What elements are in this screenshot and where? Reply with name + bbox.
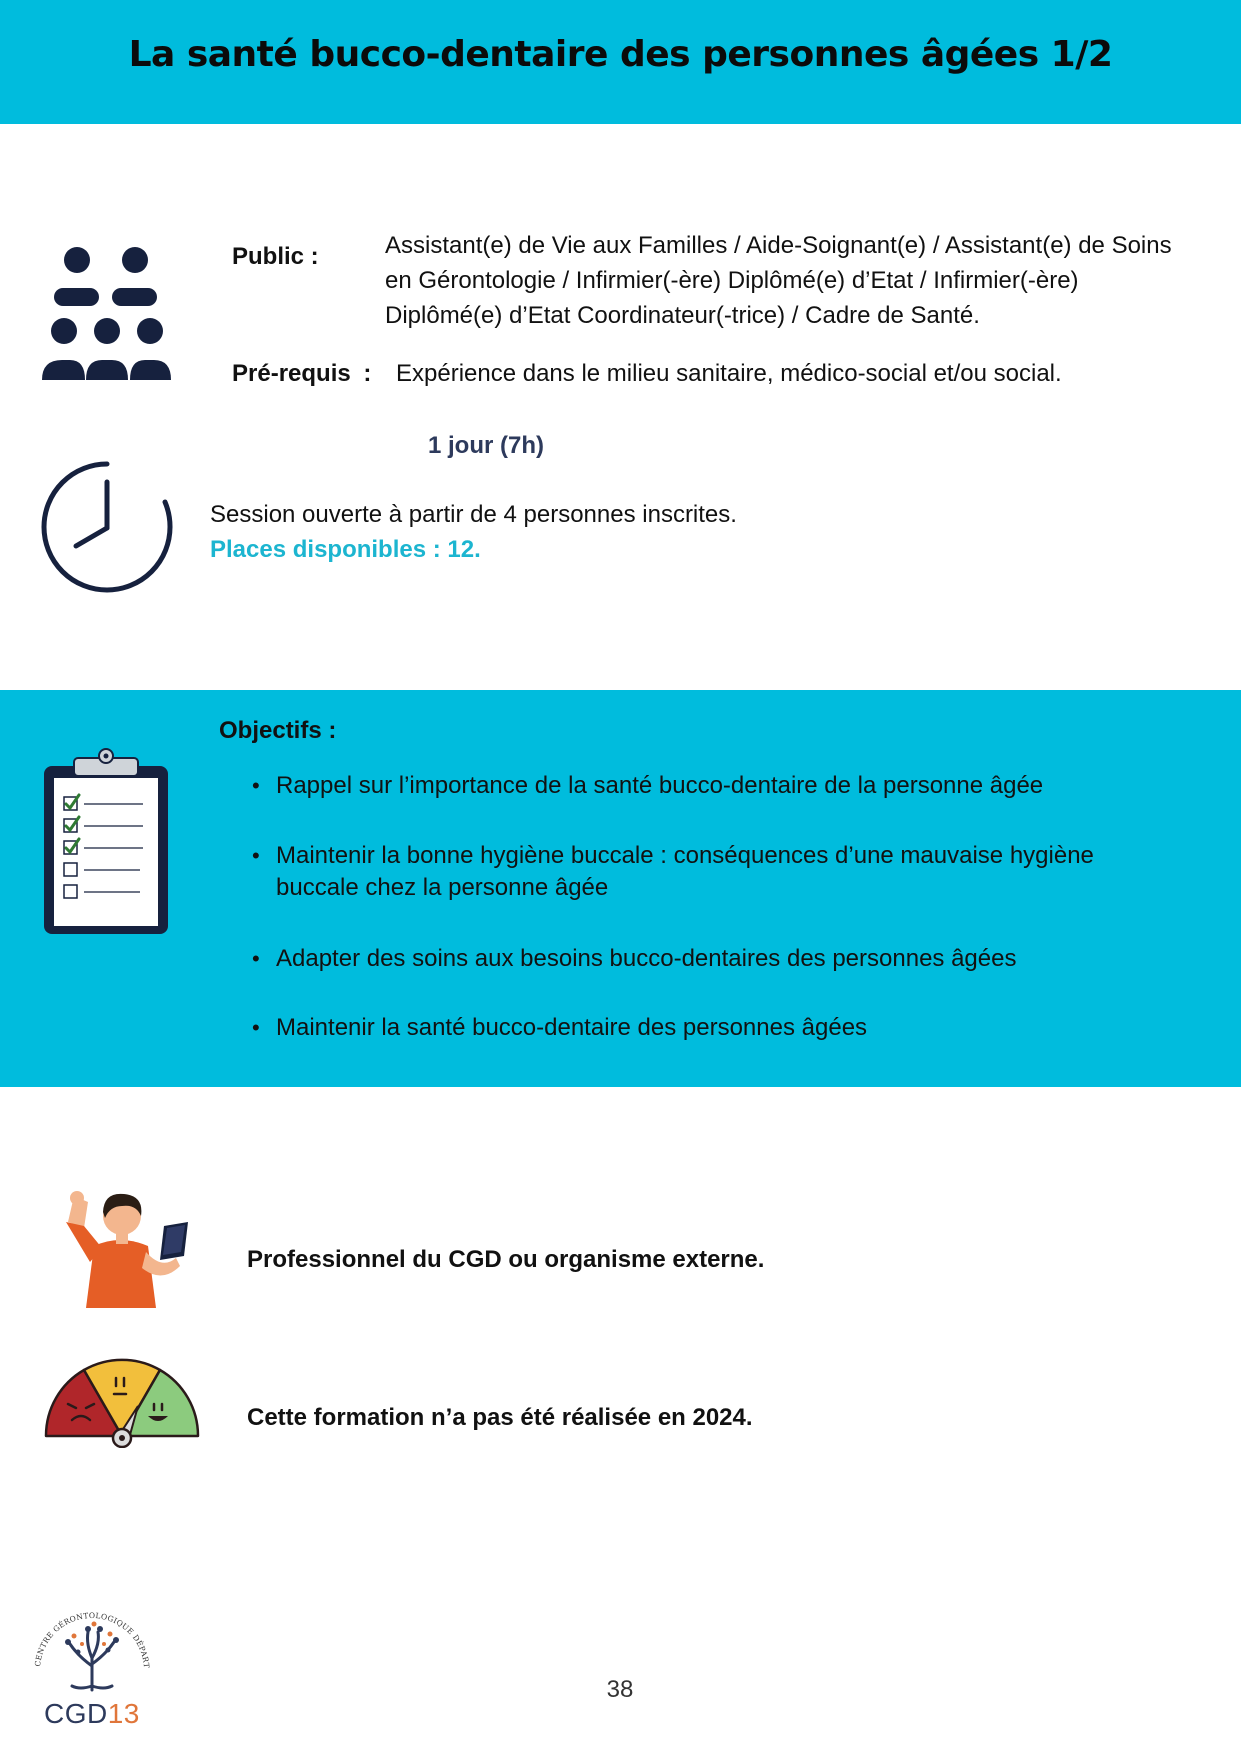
list-item: • Adapter des soins aux besoins bucco-dentaires des personnes âgées [252,943,1096,975]
list-item: • Maintenir la santé bucco-dentaire des personnes âgées [252,1012,1096,1044]
clipboard-checklist-icon [40,748,172,936]
public-label: Public : [232,243,319,270]
public-text: Assistant(e) de Vie aux Familles / Aide-Soignant(e) / Assistant(e) de Soins en Gérontologie / Infirmier(-ère) Diplômé(e) d’Etat / Infirmier(-ère) Diplômé(e) d’Etat Coordinateur(-trice) / Cadre de Santé. [385,232,1172,329]
satisfaction-gauge-icon [42,1354,202,1448]
places-text: Places disponibles : 12. [210,536,481,563]
list-item: • Rappel sur l’importance de la santé bucco-dentaire de la personne âgée [252,770,1096,802]
page-number: 38 [606,1676,634,1703]
intervenant-text: Professionnel du CGD ou organisme externe. [247,1246,765,1273]
list-item: • Maintenir la bonne hygiène buccale : conséquences d’une mauvaise hygiène buccale chez la personne âgée [252,840,1096,904]
prerequis-label: Pré-requis : [232,360,372,387]
trainer-illustration-icon [50,1186,192,1308]
logo-name-right: 13 [107,1698,140,1729]
logo-name-left: CGD [44,1698,108,1729]
evaluation-text: Cette formation n’a pas été réalisée en 2024. [247,1404,753,1431]
session-text: Session ouverte à partir de 4 personnes inscrites. [210,501,737,528]
logo-arc-text: CENTRE GÉRONTOLOGIQUE DÉPART [33,1610,152,1669]
objectives-list [252,770,1102,1050]
duration-label: 1 jour (7h) [428,432,545,459]
page-title: La santé bucco-dentaire des personnes âgées 1/2 [128,34,1113,75]
clock-icon [40,460,174,594]
cgd13-logo [26,1600,156,1730]
objectives-heading: Objectifs : [219,717,337,744]
prerequis-text: Expérience dans le milieu sanitaire, médico-social et/ou social. [396,360,1062,387]
people-icon [40,244,174,380]
